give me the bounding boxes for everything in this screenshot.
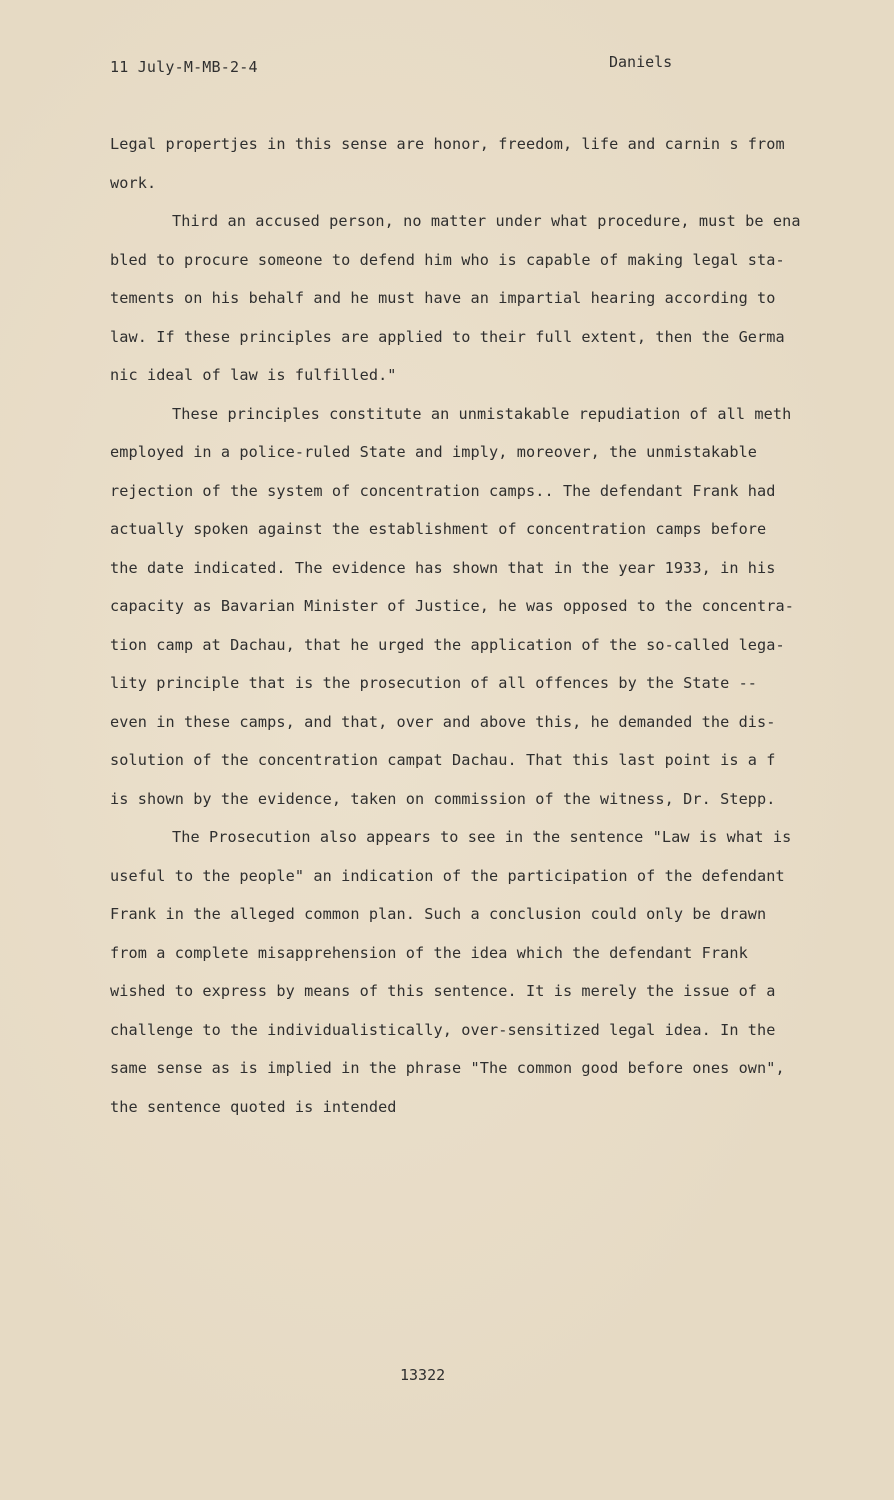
text-line: bled to procure someone to defend him who is capable of making legal sta- [110,250,785,269]
text-line: wished to express by means of this sentence. It is merely the issue of a [110,982,776,1000]
page-number: 13322 [400,1366,446,1384]
text-line: lity principle that is the prosecution of all offences by the State -- [110,674,758,692]
text-line: Legal propertjes in this sense are honor, freedom, life and carnin s from [110,135,785,153]
text-line: solution of the concentration campat Dachau. That this last point is a f [110,751,776,769]
text-line: tion camp at Dachau, that he urged the application of the so-called lega- [110,635,785,654]
text-line: work. [110,173,157,192]
text-line: useful to the people" an indication of the participation of the defendant [110,866,785,885]
text-line: the date indicated. The evidence has shown that in the year 1933, in his [110,558,776,577]
text-line: Frank in the alleged common plan. Such a conclusion could only be drawn [110,905,767,923]
text-line: nic ideal of law is fulfilled." [110,366,397,384]
text-line: from a complete misapprehension of the idea which the defendant Frank [110,943,748,962]
text-line: capacity as Bavarian Minister of Justice, he was opposed to the concentra- [110,597,795,615]
text-line: even in these camps, and that, over and above this, he demanded the dis- [110,712,776,731]
text-line: The Prosecution also appears to see in the sentence "Law is what is [172,828,792,846]
reader-name: Daniels [609,53,673,71]
text-line: actually spoken against the establishment of concentration camps before [110,520,767,538]
text-line: These principles constitute an unmistakable repudiation of all meth [172,404,792,423]
text-line: is shown by the evidence, taken on commission of the witness, Dr. Stepp. [110,789,776,808]
text-line: Third an accused person, no matter under what procedure, must be ena [172,212,801,230]
document-reference: 11 July-M-MB-2-4 [110,58,258,76]
text-line: same sense as is implied in the phrase "The common good before ones own", [110,1059,785,1077]
text-line: employed in a police-ruled State and imply, moreover, the unmistakable [110,443,758,461]
text-line: rejection of the system of concentration camps.. The defendant Frank had [110,481,776,500]
document-body [110,125,835,1126]
text-line: tements on his behalf and he must have an impartial hearing according to [110,289,776,307]
text-line: the sentence quoted is intended [110,1097,397,1116]
text-line: challenge to the individualistically, over-sensitized legal idea. In the [110,1020,776,1039]
text-line: law. If these principles are applied to their full extent, then the Germa [110,327,785,346]
